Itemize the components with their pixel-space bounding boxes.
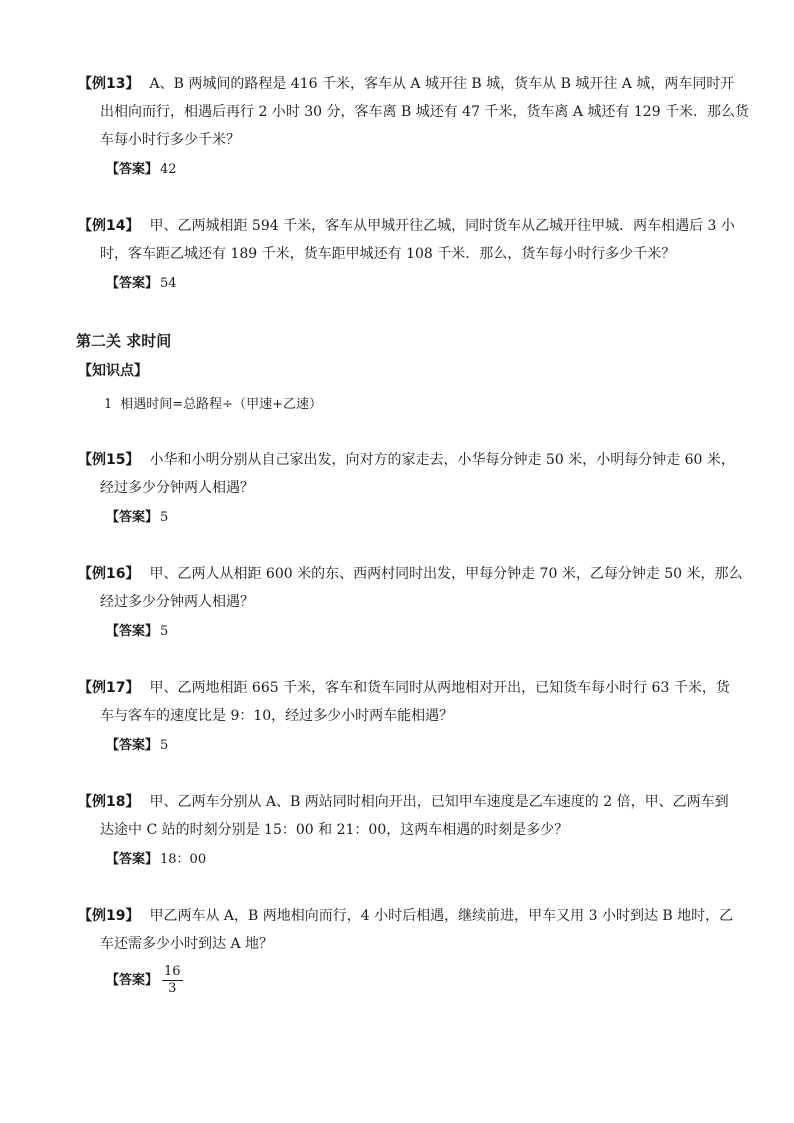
answer [78, 964, 728, 997]
problem-16 [78, 560, 743, 646]
answer [78, 846, 728, 874]
knowledge-item [104, 393, 322, 412]
answer-label: 【答案】 [106, 624, 159, 639]
problem-tag: 【例18】 [78, 794, 140, 810]
problem-text: 甲、乙两人从相距 600 米的东、西两村同时出发，甲每分钟走 70 米，乙每分钟走 50 米，那么 [149, 566, 743, 582]
answer-fraction [162, 964, 183, 997]
problem-17 [78, 674, 728, 760]
problem-text: 甲、乙两城相距 594 千米，客车从甲城开往乙城，同时货车从乙城开往甲城．两车相遇后 3 小 [149, 218, 735, 234]
knowledge-number: 1 [104, 397, 113, 412]
fraction-denominator: 3 [168, 981, 177, 996]
problem-15 [78, 446, 735, 532]
answer [78, 270, 728, 298]
problem-text: 出相向而行，相遇后再行 2 小时 30 分，客车离 B 城还有 47 千米，货车离 A 城还有 129 千米．那么货 [100, 104, 750, 120]
problem-text: 经过多少分钟两人相遇？ [100, 594, 254, 610]
problem-line [78, 588, 728, 616]
answer [78, 156, 728, 184]
answer-label: 【答案】 [106, 852, 159, 867]
answer-value: 18：00 [160, 852, 207, 867]
answer [78, 732, 728, 760]
answer-label: 【答案】 [106, 973, 159, 988]
fraction-numerator: 16 [164, 964, 181, 979]
answer-value: 5 [160, 624, 169, 639]
answer-value: 54 [160, 276, 177, 291]
problem-text: 甲乙两车从 A，B 两地相向而行，4 小时后相遇，继续前进，甲车又用 3 小时到达 B 地时，乙 [149, 908, 734, 924]
problem-line [78, 70, 735, 98]
answer-label: 【答案】 [106, 162, 159, 177]
problem-14 [78, 212, 735, 298]
problem-text: 达途中 C 站的时刻分别是 15：00 和 21：00，这两车相遇的时刻是多少？ [100, 822, 569, 838]
problem-line [78, 702, 728, 730]
problem-text: 小华和小明分别从自己家出发，向对方的家走去，小华每分钟走 50 米，小明每分钟走 60 米， [149, 452, 735, 468]
problem-tag: 【例15】 [78, 452, 140, 468]
problem-line [78, 560, 743, 588]
problem-line [78, 930, 728, 958]
answer [78, 504, 728, 532]
problem-line [78, 816, 728, 844]
answer-value: 5 [160, 510, 169, 525]
problem-text: 车与客车的速度比是 9：10，经过多少小时两车能相遇？ [100, 708, 454, 724]
problem-13 [78, 70, 750, 184]
problem-tag: 【例19】 [78, 908, 140, 924]
problem-tag: 【例14】 [78, 218, 140, 234]
problem-line [78, 240, 728, 268]
problem-text: A、B 两城间的路程是 416 千米，客车从 A 城开往 B 城，货车从 B 城开往 A 城，两车同时开 [149, 76, 735, 92]
answer-value: 42 [160, 162, 177, 177]
problem-line [78, 212, 735, 240]
problem-tag: 【例13】 [78, 76, 140, 92]
problem-text: 甲、乙两地相距 665 千米，客车和货车同时从两地相对开出，已知货车每小时行 63 千米，货 [149, 680, 730, 696]
problem-line [78, 474, 728, 502]
problem-text: 甲、乙两车分别从 A、B 两站同时相向开出，已知甲车速度是乙车速度的 2 倍，甲、乙两车到 [149, 794, 729, 810]
problem-tag: 【例17】 [78, 680, 140, 696]
problem-line [78, 788, 728, 816]
answer-label: 【答案】 [106, 738, 159, 753]
problem-text: 时，客车距乙城还有 189 千米，货车距甲城还有 108 千米．那么，货车每小时行多少千米？ [100, 246, 676, 262]
problem-line [78, 98, 750, 126]
problem-19 [78, 902, 734, 997]
problem-line [78, 126, 728, 154]
problem-text: 经过多少分钟两人相遇？ [100, 480, 254, 496]
answer [78, 618, 728, 646]
problem-line [78, 446, 735, 474]
answer-value: 5 [160, 738, 169, 753]
knowledge-label: 【知识点】 [78, 363, 148, 379]
section-title: 第二关 求时间 [76, 332, 172, 350]
problem-text: 车还需多少小时到达 A 地？ [100, 936, 274, 952]
problem-line [78, 674, 728, 702]
problem-line [78, 902, 734, 930]
problem-18 [78, 788, 728, 874]
problem-text: 车每小时行多少千米？ [100, 132, 240, 148]
knowledge-text: 相遇时间=总路程÷（甲速+乙速） [120, 397, 322, 412]
answer-label: 【答案】 [106, 276, 159, 291]
answer-label: 【答案】 [106, 510, 159, 525]
problem-tag: 【例16】 [78, 566, 140, 582]
